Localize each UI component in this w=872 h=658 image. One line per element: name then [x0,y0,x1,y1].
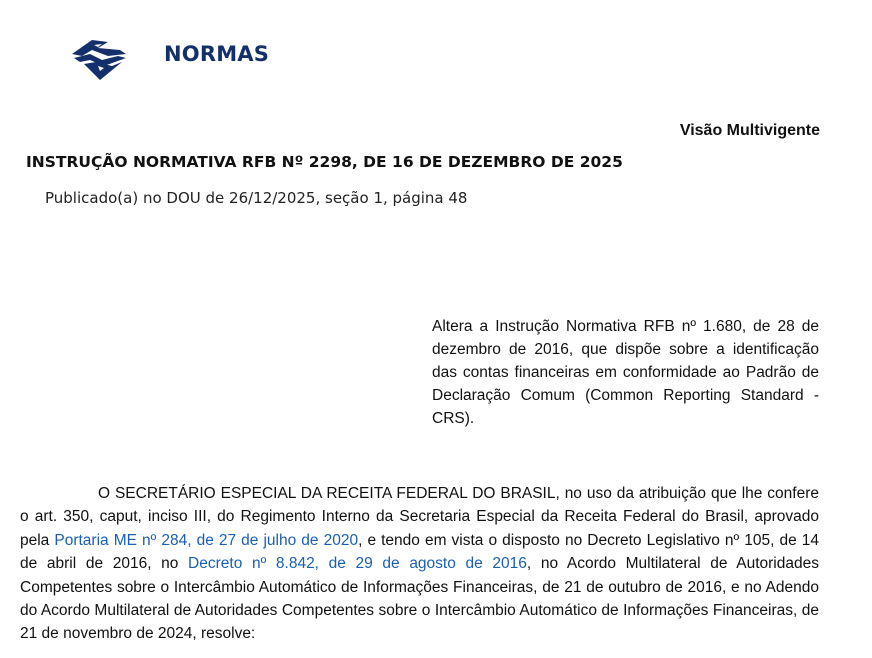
document-ementa: Altera a Instrução Normativa RFB nº 1.680, de 28 de dezembro de 2016, que dispõe sobre a identificação das contas financeiras em conformidade ao Padrão de Declaração Comum (Common Reporting Standard - CRS). [432,318,819,427]
portaria-link[interactable]: Portaria ME nº 284, de 27 de julho de 2020 [54,531,359,549]
preamble-text-1: O SECRETÁRIO ESPECIAL DA RECEITA FEDERAL DO BRASIL, no uso da atribuição que lhe confere o art. 350, caput, inciso III, do Regimento Interno da Secretaria Especial da Receita Federal do Brasil, aprovado pela [20,485,819,549]
document-preamble [20,482,819,646]
preamble-text-3: , no Acordo Multilateral de Autoridades Competentes sobre o Intercâmbio Automático de Informações Financeiras, de 21 de outubro de 2016, e no Adendo do Acordo Multilateral de Autoridades Competentes sobre o Intercâmbio Automático de Informações Financeiras, de 21 de novembro de 2024, resolve: [20,555,819,643]
view-mode-label[interactable]: Visão Multivigente [679,122,820,139]
receita-federal-logo-icon[interactable] [68,36,130,80]
decreto-link[interactable]: Decreto nº 8.842, de 29 de agosto de 2016 [188,555,527,573]
publication-info: Publicado(a) no DOU de 26/12/2025, seção 1, página 48 [45,189,468,207]
document-title: INSTRUÇÃO NORMATIVA RFB Nº 2298, DE 16 DE DEZEMBRO DE 2025 [26,153,623,171]
preamble-text-2: , e tendo em vista o disposto no Decreto Legislativo nº 105, de 14 de abril de 2016, no [20,531,819,573]
page-header [0,0,872,100]
brand-title[interactable]: NORMAS [164,42,270,66]
